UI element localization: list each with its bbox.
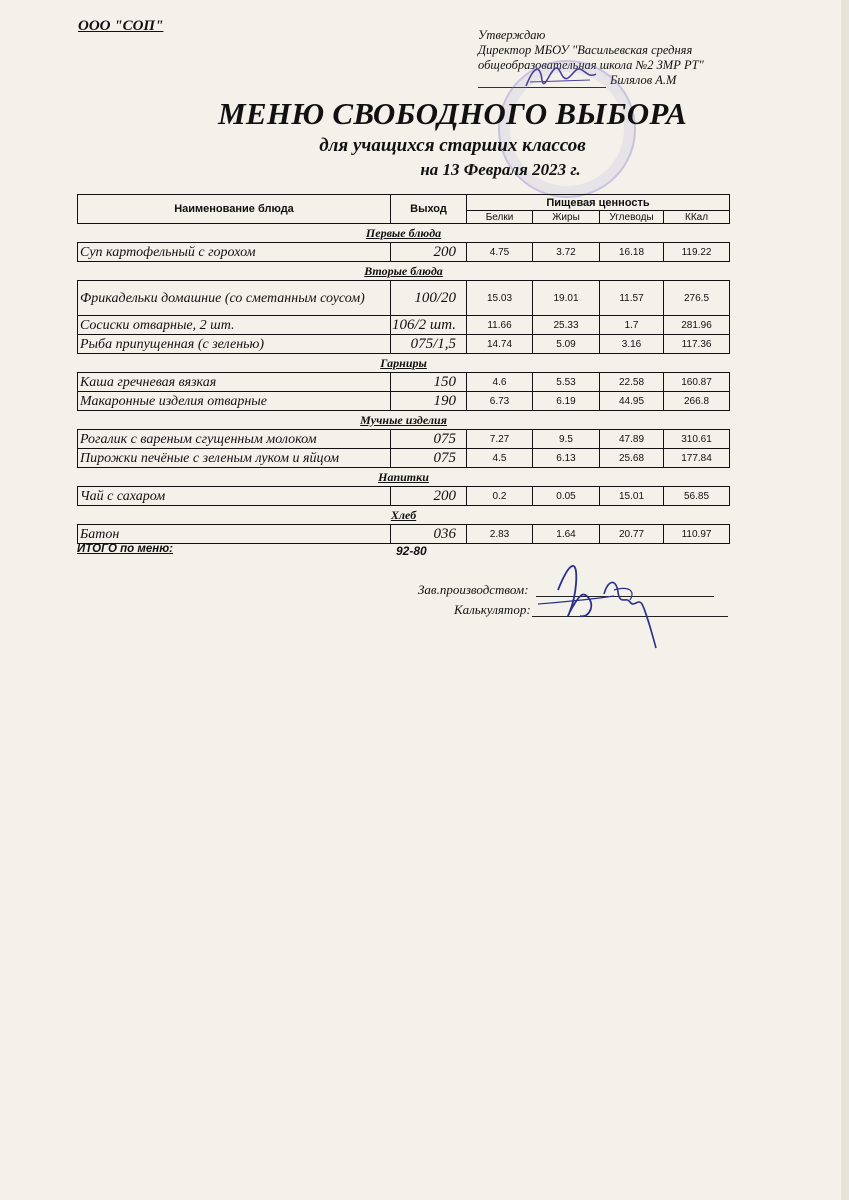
- dish-proteins: 2.83: [467, 525, 533, 544]
- dish-name: Пирожки печёные с зеленым луком и яйцом: [78, 449, 391, 468]
- dish-proteins: 4.75: [467, 243, 533, 262]
- dish-kcal: 281.96: [664, 316, 730, 335]
- header-dish: Наименование блюда: [78, 195, 391, 224]
- header-proteins: Белки: [467, 211, 533, 224]
- dish-name: Каша гречневая вязкая: [78, 373, 391, 392]
- section-title: Гарниры: [380, 355, 427, 370]
- dish-output: 075: [391, 449, 467, 468]
- dish-proteins: 15.03: [467, 281, 533, 316]
- dish-name: Чай с сахаром: [78, 487, 391, 506]
- dish-name: Рогалик с вареным сгущенным молоком: [78, 430, 391, 449]
- dish-proteins: 6.73: [467, 392, 533, 411]
- dish-fats: 6.13: [533, 449, 600, 468]
- table-row: [78, 392, 730, 411]
- approval-line-3: общеобразовательная школа №2 ЗМР РТ": [478, 58, 704, 72]
- section-title: Мучные изделия: [360, 412, 447, 427]
- dish-carbs: 3.16: [600, 335, 664, 354]
- section-drinks: [78, 468, 730, 506]
- dish-carbs: 44.95: [600, 392, 664, 411]
- calculator-label: Калькулятор:: [454, 602, 531, 617]
- company-name: ООО "СОП": [78, 18, 164, 34]
- section-side-dishes: [78, 354, 730, 411]
- dish-fats: 0.05: [533, 487, 600, 506]
- dish-output: 106/2 шт.: [391, 316, 467, 335]
- section-bread: [78, 506, 730, 544]
- director-signature: [520, 60, 600, 94]
- table-row: [78, 373, 730, 392]
- dish-output: 075/1,5: [391, 335, 467, 354]
- total-value: 92-80: [396, 544, 427, 558]
- dish-carbs: 11.57: [600, 281, 664, 316]
- dish-kcal: 110.97: [664, 525, 730, 544]
- dish-kcal: 310.61: [664, 430, 730, 449]
- dish-proteins: 7.27: [467, 430, 533, 449]
- dish-carbs: 20.77: [600, 525, 664, 544]
- header-nutrition: Пищевая ценность: [467, 195, 730, 211]
- dish-fats: 3.72: [533, 243, 600, 262]
- dish-proteins: 4.6: [467, 373, 533, 392]
- header-carbs: Углеводы: [600, 211, 664, 224]
- dish-fats: 25.33: [533, 316, 600, 335]
- section-title: Первые блюда: [365, 225, 442, 240]
- dish-output: 200: [391, 243, 467, 262]
- dish-carbs: 22.58: [600, 373, 664, 392]
- header-output: Выход: [391, 195, 467, 224]
- dish-output: 190: [391, 392, 467, 411]
- dish-proteins: 0.2: [467, 487, 533, 506]
- table-row: [78, 430, 730, 449]
- dish-fats: 19.01: [533, 281, 600, 316]
- page-edge: [841, 0, 849, 1200]
- menu-table: [77, 194, 730, 544]
- table-row: [78, 316, 730, 335]
- dish-name: Батон: [78, 525, 391, 544]
- dish-kcal: 119.22: [664, 243, 730, 262]
- header-fats: Жиры: [533, 211, 600, 224]
- dish-name: Фрикадельки домашние (со сметанным соусом): [78, 281, 391, 316]
- production-head-row: [418, 582, 529, 598]
- director-name: Билялов А.М: [610, 73, 677, 87]
- dish-output: 075: [391, 430, 467, 449]
- dish-name: Макаронные изделия отварные: [78, 392, 391, 411]
- total-label: ИТОГО по меню:: [77, 543, 174, 555]
- dish-fats: 5.53: [533, 373, 600, 392]
- dish-kcal: 276.5: [664, 281, 730, 316]
- section-title: Напитки: [378, 469, 429, 484]
- dish-carbs: 25.68: [600, 449, 664, 468]
- table-row: [78, 243, 730, 262]
- dish-name: Суп картофельный с горохом: [78, 243, 391, 262]
- dish-output: 100/20: [391, 281, 467, 316]
- dish-output: 200: [391, 487, 467, 506]
- dish-fats: 6.19: [533, 392, 600, 411]
- dish-carbs: 47.89: [600, 430, 664, 449]
- section-title: Хлеб: [390, 507, 417, 522]
- approval-line-2: Директор МБОУ "Васильевская средняя: [478, 43, 693, 57]
- dish-output: 036: [391, 525, 467, 544]
- dish-kcal: 266.8: [664, 392, 730, 411]
- table-row: [78, 525, 730, 544]
- dish-fats: 5.09: [533, 335, 600, 354]
- table-row: [78, 281, 730, 316]
- page-subtitle: для учащихся старших классов: [319, 135, 586, 156]
- table-row: [78, 449, 730, 468]
- dish-kcal: 160.87: [664, 373, 730, 392]
- section-pastry: [78, 411, 730, 468]
- dish-output: 150: [391, 373, 467, 392]
- dish-carbs: 15.01: [600, 487, 664, 506]
- dish-kcal: 117.36: [664, 335, 730, 354]
- section-second-courses: [78, 262, 730, 354]
- dish-kcal: 177.84: [664, 449, 730, 468]
- dish-name: Сосиски отварные, 2 шт.: [78, 316, 391, 335]
- dish-proteins: 14.74: [467, 335, 533, 354]
- dish-carbs: 16.18: [600, 243, 664, 262]
- table-row: [78, 487, 730, 506]
- section-first-courses: [78, 224, 730, 262]
- menu-date: на 13 Февраля 2023 г.: [420, 160, 581, 179]
- approval-line-1: Утверждаю: [478, 28, 546, 42]
- dish-proteins: 11.66: [467, 316, 533, 335]
- dish-name: Рыба припущенная (с зеленью): [78, 335, 391, 354]
- dish-fats: 1.64: [533, 525, 600, 544]
- page-title: МЕНЮ СВОБОДНОГО ВЫБОРА: [218, 96, 687, 131]
- dish-fats: 9.5: [533, 430, 600, 449]
- dish-proteins: 4.5: [467, 449, 533, 468]
- section-title: Вторые блюда: [364, 263, 443, 278]
- table-row: [78, 335, 730, 354]
- dish-kcal: 56.85: [664, 487, 730, 506]
- dish-carbs: 1.7: [600, 316, 664, 335]
- header-kcal: ККал: [664, 211, 730, 224]
- staff-signatures: [518, 556, 664, 652]
- production-head-label: Зав.производством:: [418, 582, 529, 597]
